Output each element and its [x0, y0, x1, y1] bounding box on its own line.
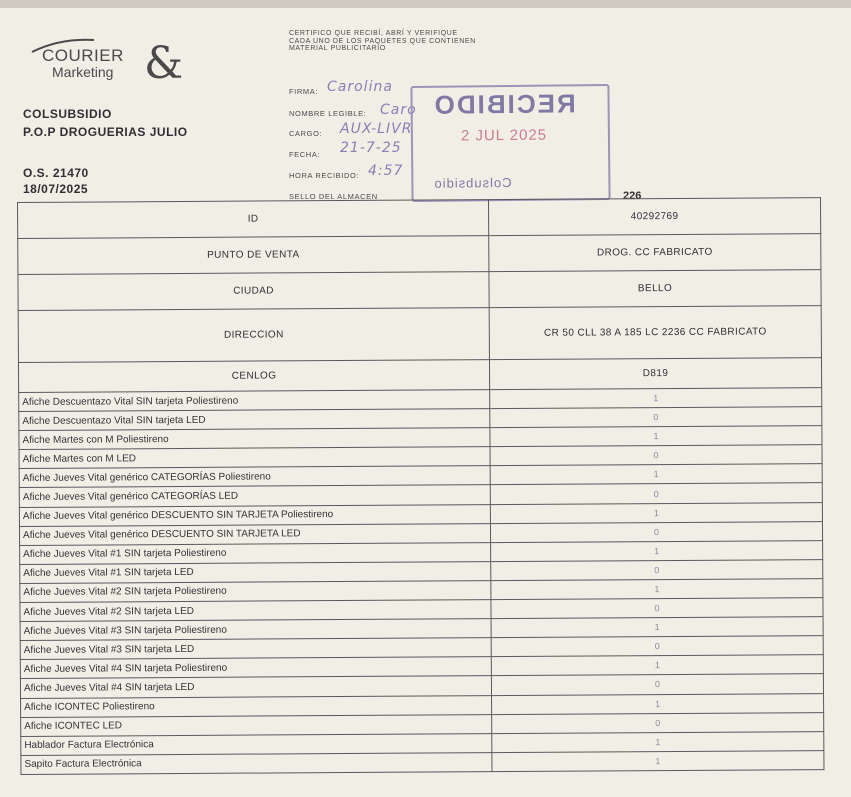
firma-value: Carolina [327, 79, 393, 95]
item-qty: 1 [491, 655, 823, 676]
item-name: Afiche Jueves Vital #3 SIN tarjeta Poliestireno [20, 619, 491, 641]
item-qty: 0 [491, 636, 823, 657]
item-name: Afiche Jueves Vital #2 SIN tarjeta Poliestireno [20, 581, 491, 603]
logo-line-2: Marketing [52, 64, 114, 80]
item-name: Afiche ICONTEC Poliestireno [21, 695, 492, 717]
fecha-label: FECHA: [289, 150, 321, 159]
item-row [21, 750, 824, 774]
item-qty: 0 [492, 712, 824, 733]
item-name: Afiche Jueves Vital genérico CATEGORÍAS Poliestireno [19, 466, 490, 488]
item-name: Afiche Descuentazo Vital SIN tarjeta Poliestireno [19, 390, 490, 412]
store-field-label: CIUDAD [18, 272, 489, 311]
store-field-value: 40292769 [488, 198, 820, 236]
item-qty: 0 [490, 521, 822, 542]
courier-marketing-logo [30, 36, 184, 89]
order-date: 18/07/2025 [23, 182, 89, 196]
item-name: Afiche Jueves Vital genérico CATEGORÍAS LED [19, 485, 490, 507]
store-row [18, 234, 821, 275]
item-qty: 1 [492, 750, 824, 771]
item-name: Afiche Jueves Vital genérico DESCUENTO SIN TARJETA Poliestireno [19, 504, 490, 526]
item-qty: 1 [490, 426, 822, 447]
item-name: Afiche Jueves Vital #1 SIN tarjeta LED [20, 561, 491, 583]
store-row [18, 358, 821, 393]
stamp-company: Colsubsidio [433, 174, 512, 191]
store-row [18, 198, 821, 239]
item-name: Sapito Factura Electrónica [21, 752, 492, 774]
item-qty: 1 [491, 540, 823, 561]
firma-label: FIRMA: [289, 87, 319, 96]
item-name: Afiche Descuentazo Vital SIN tarjeta LED [19, 409, 490, 431]
item-qty: 1 [492, 731, 824, 752]
store-field-label: CENLOG [18, 360, 489, 393]
item-name: Afiche Martes con M LED [19, 447, 490, 469]
item-name: Afiche Jueves Vital #2 SIN tarjeta LED [20, 600, 491, 622]
client-company: COLSUBSIDIO [23, 107, 112, 121]
nombre-value: Caro [380, 102, 417, 118]
stamp-received-text: RECIBIDO [432, 88, 576, 120]
item-name: Afiche ICONTEC LED [21, 714, 492, 736]
item-name: Afiche Jueves Vital #3 SIN tarjeta LED [20, 638, 491, 660]
nombre-label: NOMBRE LEGIBLE: [289, 109, 367, 118]
item-qty: 1 [491, 617, 823, 638]
item-name: Afiche Jueves Vital genérico DESCUENTO SIN TARJETA LED [19, 523, 490, 545]
item-qty: 0 [490, 483, 822, 504]
item-qty: 1 [492, 693, 824, 714]
item-name: Hablador Factura Electrónica [21, 733, 492, 755]
store-field-value: CR 50 CLL 38 A 185 LC 2236 CC FABRICATO [489, 306, 821, 360]
store-field-value: D819 [489, 358, 821, 390]
item-qty: 0 [490, 407, 822, 428]
sheet-number: 226 [623, 190, 642, 202]
cargo-label: CARGO: [289, 129, 323, 138]
logo-line-1: COURIER [42, 46, 124, 65]
stamp-date: 2 JUL 2025 [460, 126, 548, 145]
sello-label: SELLO DEL ALMACEN [289, 192, 378, 201]
store-field-value: DROG. CC FABRICATO [489, 234, 821, 272]
received-stamp [410, 84, 610, 202]
item-qty: 0 [491, 598, 823, 619]
item-name: Afiche Jueves Vital #1 SIN tarjeta Poliestireno [20, 542, 491, 564]
item-name: Afiche Martes con M Poliestireno [19, 428, 490, 450]
store-row [18, 270, 821, 311]
order-number: O.S. 21470 [23, 166, 89, 180]
item-qty: 0 [490, 445, 822, 466]
store-field-label: PUNTO DE VENTA [18, 236, 489, 275]
hora-value: 4:57 [368, 163, 404, 179]
logo-ampersand: & [144, 38, 184, 89]
item-qty: 1 [490, 388, 822, 409]
item-qty: 1 [491, 579, 823, 600]
store-field-label: ID [18, 200, 489, 239]
page-top-edge [0, 0, 851, 8]
store-row [18, 306, 821, 363]
delivery-table [17, 197, 824, 775]
certificate-text: CERTIFICO QUE RECIBÍ, ABRÍ Y VERIFIQUE CADA UNO DE LOS PAQUETES QUE CONTIENEN MATERIAL PUBLICITARIO [289, 30, 476, 52]
store-field-label: DIRECCION [18, 308, 489, 363]
cargo-value: AUX-LIVR [340, 121, 413, 137]
item-qty: 1 [490, 502, 822, 523]
hora-label: HORA RECIBIDO: [289, 171, 360, 180]
fecha-value: 21-7-25 [340, 140, 402, 156]
store-field-value: BELLO [489, 270, 821, 308]
item-qty: 0 [491, 559, 823, 580]
item-name: Afiche Jueves Vital #4 SIN tarjeta Poliestireno [20, 657, 491, 679]
item-name: Afiche Jueves Vital #4 SIN tarjeta LED [20, 676, 491, 698]
item-qty: 1 [490, 464, 822, 485]
item-qty: 0 [491, 674, 823, 695]
client-program: P.O.P DROGUERIAS JULIO [23, 125, 188, 139]
